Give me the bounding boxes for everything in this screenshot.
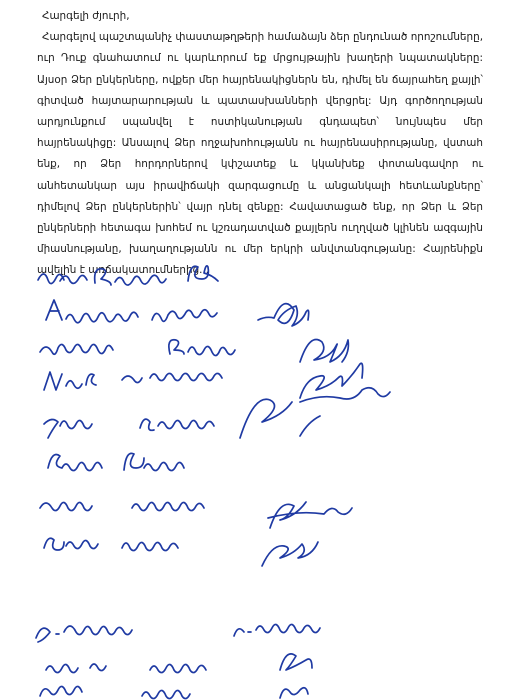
handwritten-signature [40,686,82,696]
handwritten-signature [300,363,363,398]
handwritten-signature [40,344,113,354]
handwritten-signature [152,310,217,322]
handwritten-signature [258,304,309,326]
handwritten-signature [169,340,235,356]
handwritten-signature [38,274,87,284]
handwritten-signature [132,502,204,510]
handwritten-signature [124,453,184,470]
handwritten-signature [44,372,96,390]
handwritten-signature [48,455,102,471]
handwritten-signature [40,502,92,510]
handwritten-signature [280,688,308,698]
handwritten-signature [240,388,390,438]
handwritten-signature [140,419,214,430]
handwritten-signature [36,626,132,642]
handwritten-signature [95,269,166,285]
handwritten-signature [122,542,178,550]
handwritten-signature [142,690,190,698]
letter-body: Հարգելով պաշտպանիչ փաստաթղթերի համաձայն ձեր ընդունած որոշումները, ուր Դուք գնահատում ու կարևորում եք մրցույթային խաղերի նպատակները: Այսօր Ձեր ընկերները, ովքեր մեր հայրենակիցներն են, դիմել են ճայրահեղ քայլի՝ գիտված հայտարարության և պատասխանների վերցրել: Այդ գործողության արդյունքում սպանվել է ոստիկանության գնդապետ՝ նույնպես մեր հայրենակիցը: Անսալով Ձեր ողջախոհությանն ու հայրենասիրությանը, վստահ ենք, որ Ձեր հորդորներով կփշատեք և կկանխեք փոտանգավոր ու անհետանկար այս իրավիճակի զարգացումը և անցանկալի հետևանքները՝ դիմելով Ձեր ընկերներին՝ վայր դնել զենքը: Հավատացած ենք, որ Ձեր և Ձեր ընկերների հետագա խոհեմ ու կշռադատված քայլերն ուղղված կլինեն ազգային միասնությանը, խաղաղությանն ու մեր երկրի անվտանգությանը: Հայրենիքն ավելին է առճակատումներից... [37,31,483,277]
handwritten-signature [300,340,348,363]
handwritten-signature [122,373,222,382]
handwritten-signature [234,624,320,636]
handwritten-signature [46,664,106,673]
handwritten-signature [150,664,206,672]
handwritten-signature [280,654,312,670]
handwritten-signature [46,300,138,323]
salutation: Հարգելի ժյուրի, [42,10,130,22]
handwritten-signature [44,419,92,438]
handwritten-signature [44,538,98,550]
handwritten-signature [268,502,352,528]
handwritten-signature [262,542,318,566]
handwritten-signature [188,266,218,281]
